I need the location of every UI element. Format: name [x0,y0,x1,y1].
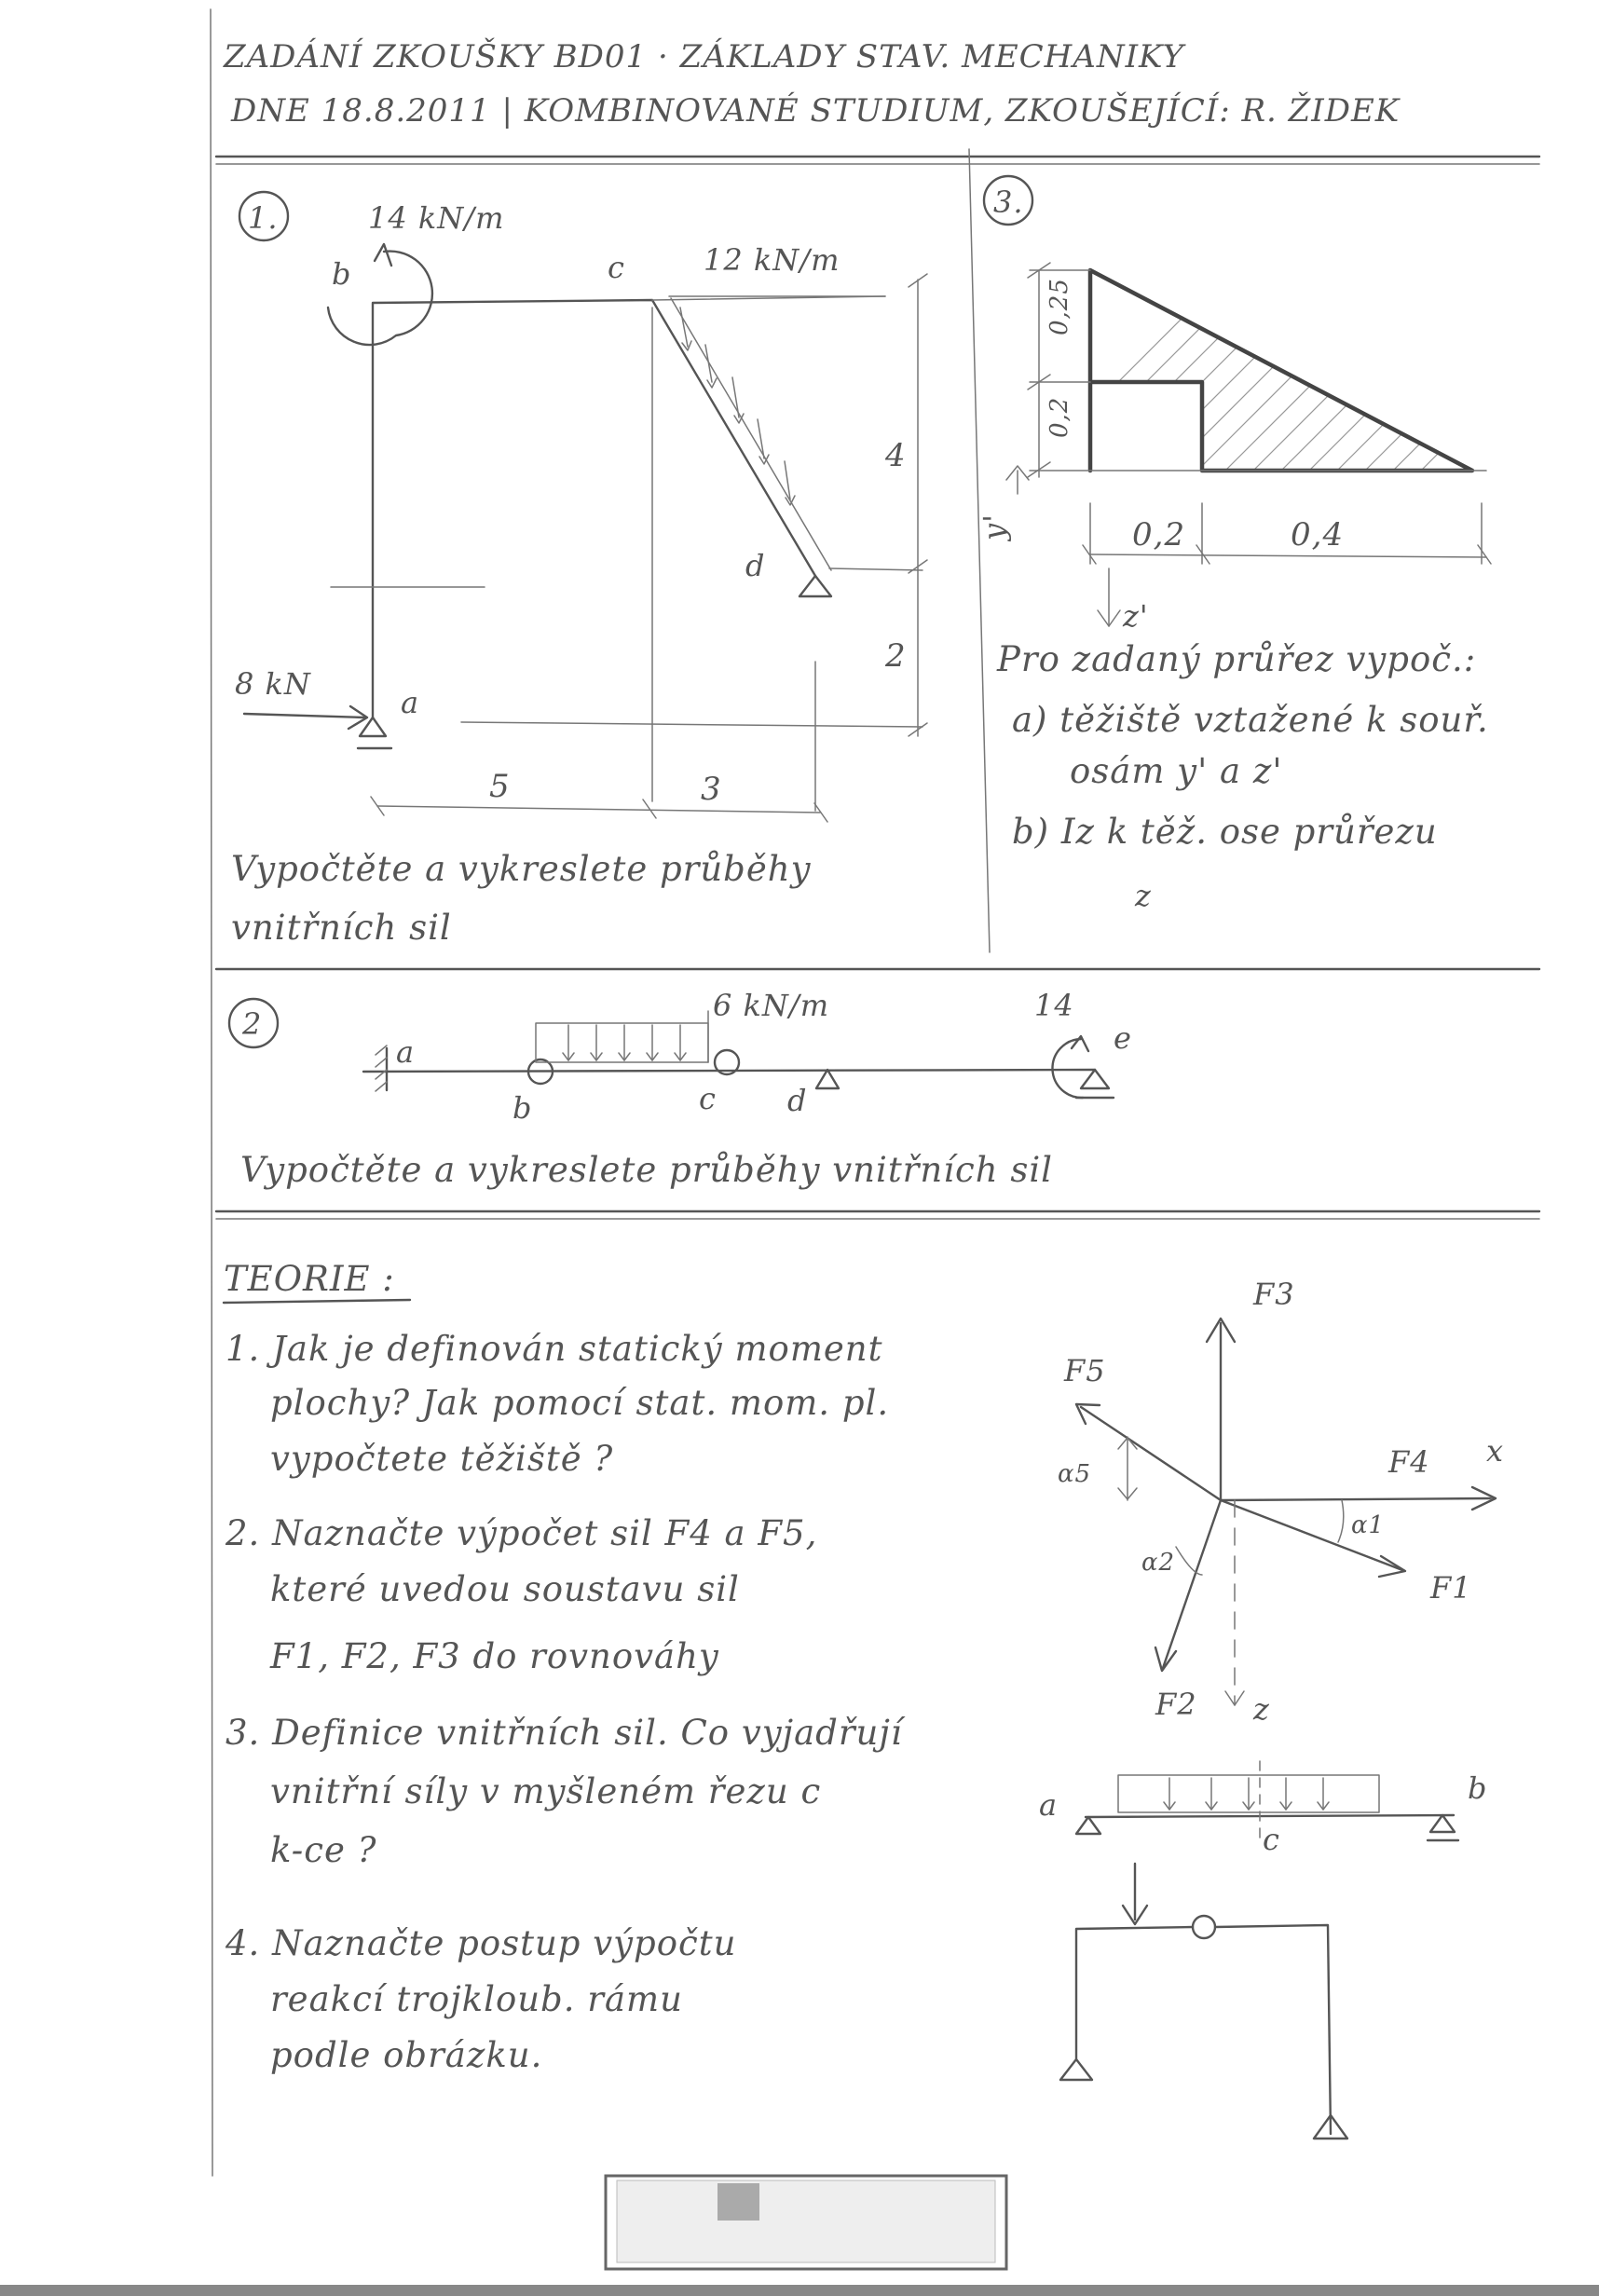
alpha-5-marker [1118,1437,1137,1500]
force-f2-label: F2 [1155,1687,1197,1722]
alpha-1-arc [1338,1500,1344,1542]
force-f1-label: F1 [1430,1570,1472,1606]
beam-node-d: d [787,1083,808,1118]
moment-arrow-icon [375,244,391,266]
beam-moment-arc [1052,1039,1083,1098]
dimension-lines [331,274,927,822]
header [223,37,1401,130]
theory-q4-line3: podle obrázku. [270,2035,543,2075]
task-1-instruction-1: Vypočtěte a vykreslete průběhy [231,849,812,889]
task-2-instruction: Vypočtěte a vykreslete průběhy vnitřních sil [240,1150,1054,1190]
header-date-line: DNE 18.8.2011 | KOMBINOVANÉ STUDIUM, ZKOUŠEJÍCÍ: R. ŽIDEK [231,92,1401,130]
header-title: ZADÁNÍ ZKOUŠKY BD01 · ZÁKLADY STAV. MECHANIKY [224,38,1184,75]
task-3-text-4: b) Iz k těž. ose průřezu [1012,812,1438,852]
y-axis-label: y' [977,513,1012,540]
theory-support-a-icon [1076,1817,1100,1834]
theory [224,1259,1504,2139]
beam-node-b: b [512,1090,533,1126]
pin-support-d-icon [800,576,831,596]
task-3-text-2: a) těžiště vztažené k souř. [1012,700,1489,740]
task-3 [977,176,1599,913]
three-hinged-frame [1060,1864,1347,2139]
node-a-label: a [401,685,420,720]
theory-q4-line1: 4. Naznačte postup výpočtu [226,1923,737,1963]
beam-moment-arrow-icon [1072,1036,1088,1051]
fixed-support-a-icon [376,1046,387,1091]
scan-edge [0,2285,1599,2296]
beam-moment-label: 14 [1034,988,1074,1023]
theory-q1-line3: vypočtete těžiště ? [270,1439,614,1479]
beam-node-e: e [1114,1020,1132,1056]
dim-4: 4 [885,437,907,474]
z-axis-label-2: z [1253,1691,1270,1727]
point-load-label: 8 kN [235,666,311,702]
theory-beam-c: c [1263,1822,1280,1857]
theory-q1-line1: 1. Jak je definován statický moment [226,1329,883,1369]
frame-structure [373,300,815,718]
frame-support-left-icon [1060,2059,1092,2080]
theory-beam [1039,1761,1487,1857]
alpha-5-label: α5 [1058,1460,1092,1488]
task-3-text-3: osám y' a z' [1070,751,1283,791]
dim-0-4: 0,4 [1291,516,1345,554]
section-dimensions [1028,263,1491,564]
force-diagram [1058,1277,1504,1727]
x-axis-label: x [1486,1433,1505,1469]
force-f4-arrow [1221,1498,1491,1500]
force-f4-label: F4 [1388,1444,1430,1480]
alpha-1-label: α1 [1351,1511,1386,1539]
task-1-instruction-2: vnitřních sil [231,908,452,948]
dim-0-25: 0,25 [1046,278,1073,335]
theory-q2-line1: 2. Naznačte výpočet sil F4 a F5, [226,1513,818,1553]
beam-node-c: c [699,1081,717,1116]
z-axis-label: z' [1123,598,1149,634]
task-3-text-5: z [1135,878,1152,913]
dim-0-2-horizontal: 0,2 [1132,516,1186,554]
task-3-number: 3. [993,184,1024,220]
theory-q2-line3: F1, F2, F3 do rovnováhy [270,1636,719,1676]
theory-title: TEORIE : [224,1259,395,1299]
support-d-icon [816,1070,839,1088]
scanner-slot [606,2176,1006,2269]
theory-q2-line2: které uvedou soustavu sil [270,1569,740,1609]
cross-section-outline [1090,270,1472,471]
theory-title-underline [224,1300,410,1303]
task-2 [229,988,1132,1190]
point-load-arrow [244,714,365,718]
force-f5-arrow [1081,1407,1221,1500]
page-frame [211,9,1539,2176]
alpha-2-arc [1176,1547,1202,1575]
force-f5-label: F5 [1064,1353,1106,1388]
force-f3-label: F3 [1253,1277,1295,1312]
alpha-2-label: α2 [1141,1549,1176,1577]
theory-beam-a: a [1039,1787,1059,1823]
frame-left-part [1076,1927,1193,2059]
beam-dist-load-label: 6 kN/m [713,988,830,1023]
node-c-label: c [608,250,625,285]
task-1 [231,192,927,948]
frame-hinge-icon [1193,1916,1215,1938]
beam-line [363,1070,1095,1072]
task-1-number: 1. [248,200,279,236]
dim-0-2-vertical: 0,2 [1046,396,1073,438]
task-3-text-1: Pro zadaný průřez vypoč.: [997,639,1477,679]
theory-beam-b: b [1468,1770,1488,1806]
theory-beam-line [1086,1815,1454,1817]
task-2-number: 2 [242,1006,263,1042]
support-e-icon [1081,1070,1109,1088]
beam-node-a: a [396,1034,416,1070]
force-f2-arrow [1163,1500,1221,1668]
dim-2: 2 [885,637,907,675]
moment-load-label: 14 kN/m [368,200,505,236]
node-b-label: b [332,256,352,292]
dist-load-arrows [669,296,885,570]
frame-right-part [1215,1925,1331,2134]
dim-3: 3 [701,771,722,808]
theory-q1-line2: plochy? Jak pomocí stat. mom. pl. [270,1383,890,1423]
theory-q3-line1: 3. Definice vnitřních sil. Co vyjadřují [226,1713,903,1753]
beam-dist-load [536,1011,708,1062]
slot-mark-icon [718,2183,759,2221]
theory-q3-line2: vnitřní síly v myšleném řezu c [270,1771,822,1811]
dist-load-label: 12 kN/m [704,242,840,278]
node-d-label: d [745,548,766,583]
theory-support-b-icon [1430,1815,1455,1832]
theory-q4-line2: reakcí trojkloub. rámu [270,1979,683,2019]
theory-q3-line3: k-ce ? [270,1830,377,1870]
force-f5-arrowhead-icon [1076,1404,1100,1424]
dim-5: 5 [489,768,511,805]
